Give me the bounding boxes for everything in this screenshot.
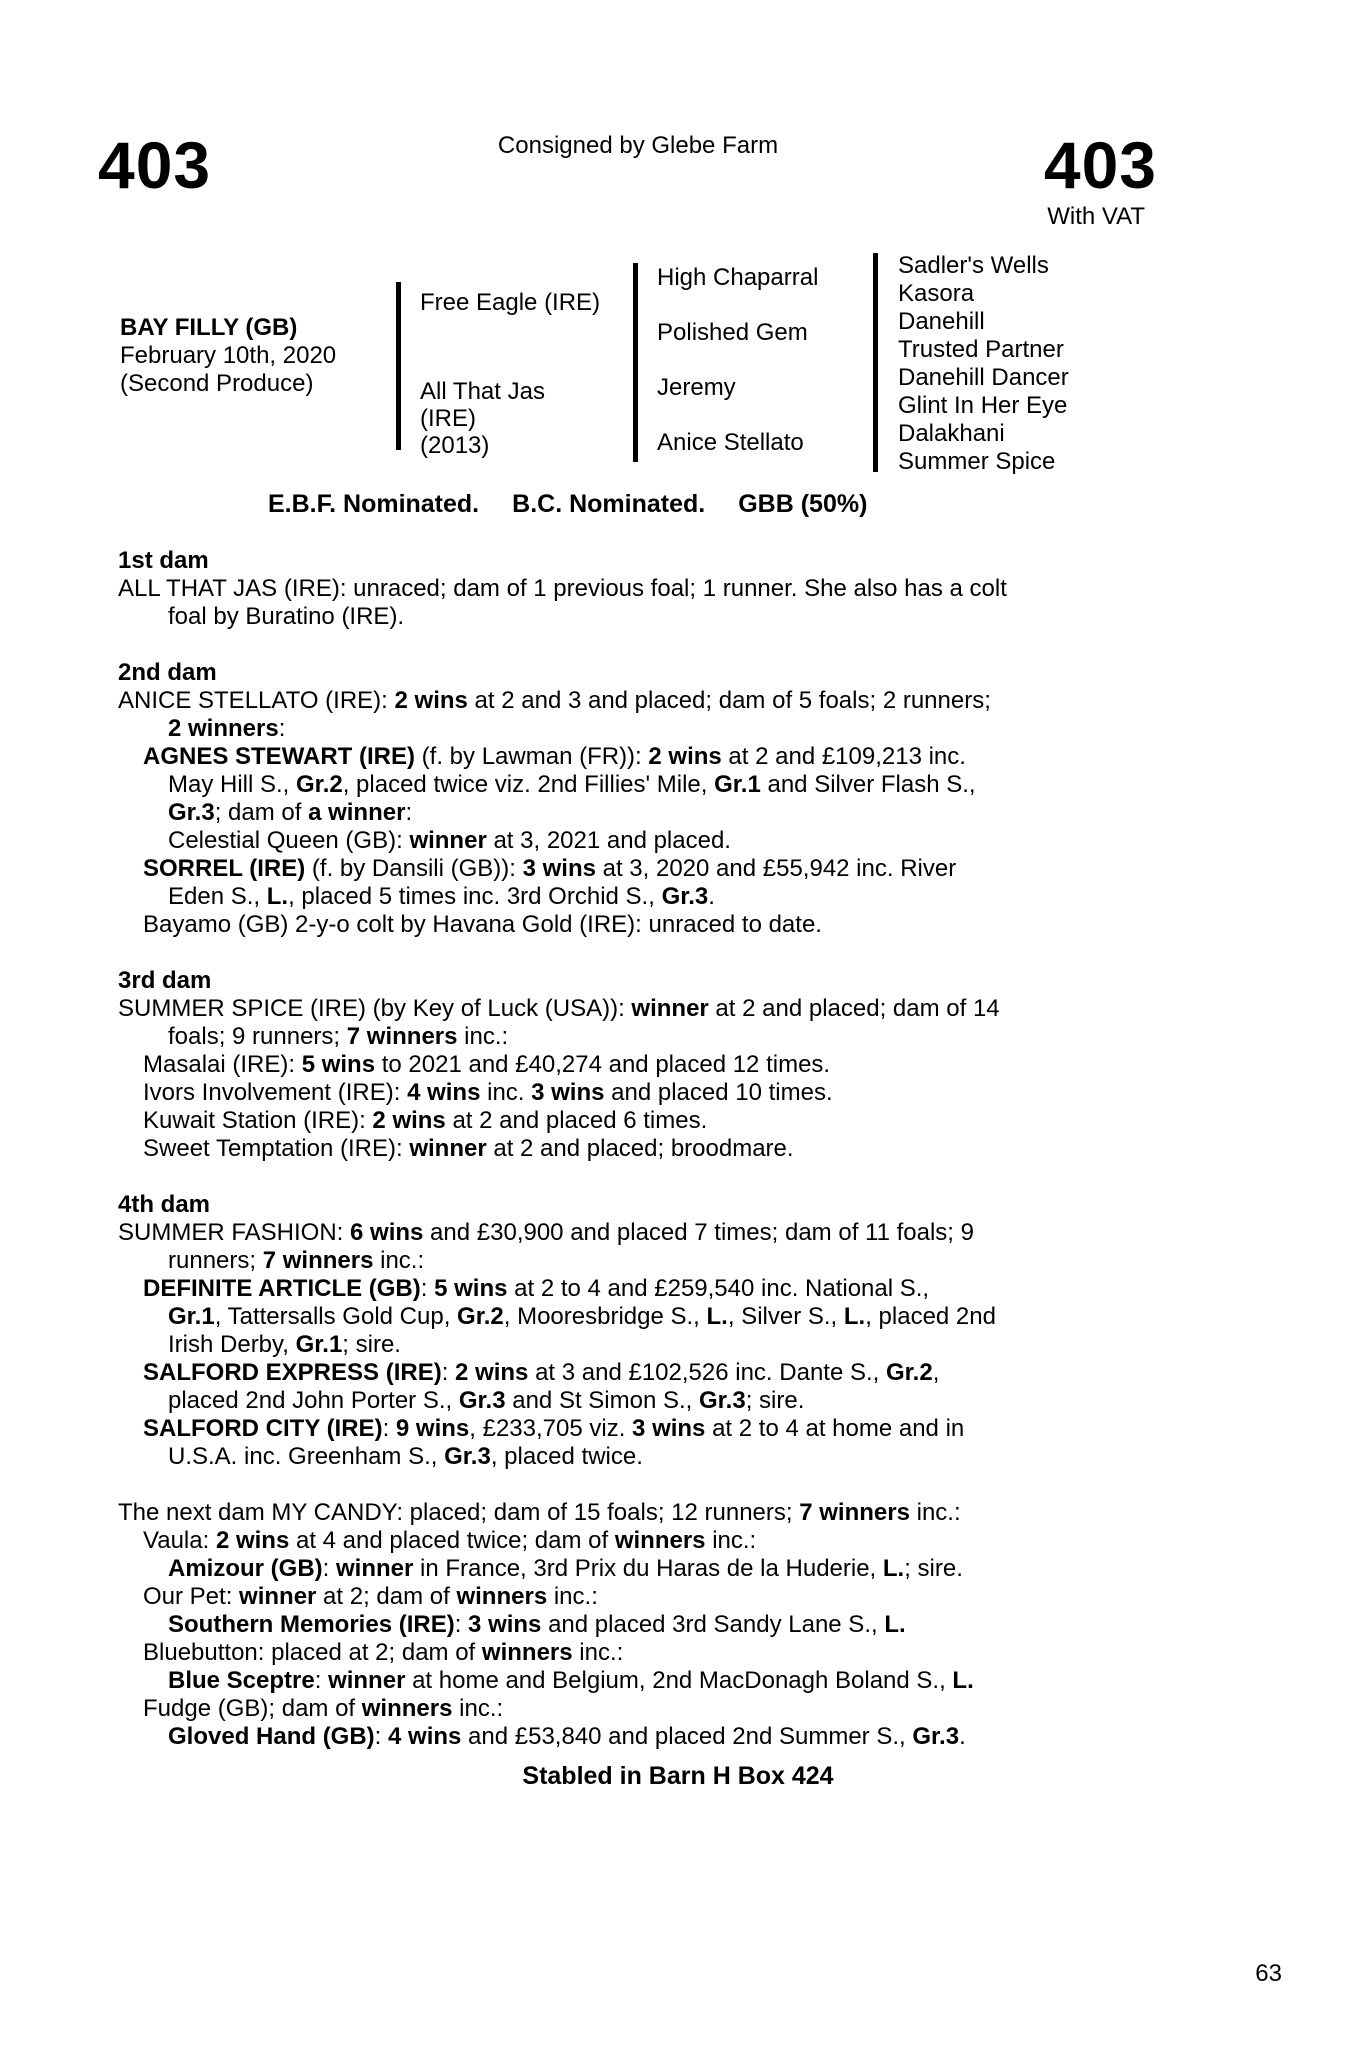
- text-segment: ; sire.: [342, 1331, 401, 1358]
- text-segment: Masalai (IRE):: [143, 1051, 302, 1078]
- text-segment: winner: [631, 995, 709, 1022]
- text-segment: :: [454, 1611, 469, 1638]
- text-segment: at 4 and placed twice; dam of: [289, 1527, 615, 1554]
- text-segment: Southern Memories (IRE): [168, 1611, 455, 1638]
- text-segment: :: [374, 1723, 389, 1750]
- text-segment: , Silver S.,: [727, 1303, 844, 1330]
- text-segment: foal by Buratino (IRE).: [168, 603, 405, 630]
- text-segment: L.: [952, 1667, 974, 1694]
- dam-name-block: [420, 378, 545, 459]
- text-segment: inc.:: [373, 1247, 425, 1274]
- text-segment: a winner: [308, 799, 406, 826]
- text-line: [118, 715, 1258, 743]
- text-segment: Gr.1: [295, 1331, 343, 1358]
- text-segment: AGNES STEWART (IRE): [143, 743, 416, 770]
- great-grandparent-name: Dalakhani: [898, 420, 1005, 447]
- text-segment: Gr.1: [168, 1303, 215, 1330]
- text-segment: :: [420, 1275, 435, 1302]
- dam-heading: 1st dam: [118, 547, 209, 574]
- text-line: [118, 1107, 1258, 1135]
- text-segment: Our Pet:: [143, 1583, 240, 1610]
- text-segment: winner: [409, 1135, 487, 1162]
- text-segment: Gr.3: [458, 1387, 506, 1414]
- text-segment: 2 winners: [168, 715, 279, 742]
- text-segment: 5 wins: [301, 1051, 376, 1078]
- text-segment: .: [708, 883, 715, 910]
- text-segment: 3 wins: [632, 1415, 706, 1442]
- text-segment: at 3, 2021 and placed.: [486, 827, 731, 854]
- text-segment: , Tattersalls Gold Cup,: [214, 1303, 458, 1330]
- grandparent-name: Anice Stellato: [657, 429, 804, 456]
- pedigree-divider-3: [873, 253, 878, 472]
- great-grandparent-name: Kasora: [898, 280, 975, 307]
- text-segment: U.S.A. inc. Greenham S.,: [168, 1443, 445, 1470]
- text-segment: 3 wins: [531, 1079, 605, 1106]
- text-segment: Bluebutton: placed at 2; dam of: [143, 1639, 482, 1666]
- subject-name: BAY FILLY (GB): [120, 314, 298, 341]
- dam-name-line: (2013): [420, 432, 490, 459]
- text-segment: 2 wins: [455, 1359, 529, 1386]
- dam-heading: 4th dam: [118, 1191, 211, 1218]
- text-segment: Gr.1: [714, 771, 761, 798]
- great-grandparent-name: Glint In Her Eye: [898, 392, 1068, 419]
- pedigree-divider-1: [396, 282, 401, 450]
- text-line: [118, 1415, 1258, 1443]
- text-line: [118, 827, 1258, 855]
- dam-heading: 3rd dam: [118, 967, 212, 994]
- great-grandparent-name: Danehill: [898, 308, 985, 335]
- text-segment: and £30,900 and placed 7 times; dam of 11 foals; 9: [423, 1219, 974, 1246]
- dam-section: [118, 547, 1258, 631]
- text-segment: Gr.2: [886, 1359, 933, 1386]
- text-segment: at 2 and placed; dam of 14: [708, 995, 1000, 1022]
- text-segment: 7 winners: [262, 1247, 374, 1274]
- text-segment: Gr.2: [457, 1303, 504, 1330]
- text-line: [118, 1443, 1258, 1471]
- text-segment: Gr.3: [912, 1723, 960, 1750]
- grandparent-name: Jeremy: [657, 374, 736, 401]
- text-segment: :: [405, 799, 413, 826]
- text-segment: :: [322, 1555, 336, 1582]
- text-segment: DEFINITE ARTICLE (GB): [143, 1275, 421, 1302]
- text-segment: Irish Derby,: [168, 1331, 296, 1358]
- text-line: [118, 1051, 1258, 1079]
- text-segment: ; sire.: [904, 1555, 963, 1582]
- text-segment: Gr.3: [661, 883, 709, 910]
- text-line: [118, 995, 1258, 1023]
- text-line: [118, 1527, 1258, 1555]
- text-line: [118, 855, 1258, 883]
- great-grandparent-name: Danehill Dancer: [898, 364, 1069, 391]
- text-segment: Gr.3: [168, 799, 215, 826]
- text-segment: at home and Belgium, 2nd MacDonagh Boland S.,: [405, 1667, 953, 1694]
- text-segment: winners: [481, 1639, 573, 1666]
- sire-name: Free Eagle (IRE): [420, 289, 601, 316]
- text-segment: :: [382, 1415, 396, 1442]
- text-segment: :: [278, 715, 286, 742]
- text-segment: Celestial Queen (GB):: [168, 827, 410, 854]
- text-segment: Vaula:: [143, 1527, 216, 1554]
- text-segment: Sweet Temptation (IRE):: [143, 1135, 410, 1162]
- text-segment: May Hill S.,: [168, 771, 297, 798]
- text-segment: winner: [336, 1555, 414, 1582]
- text-segment: L.: [706, 1303, 728, 1330]
- nomination-item: GBB (50%): [738, 490, 868, 518]
- text-segment: winner: [239, 1583, 317, 1610]
- text-segment: Amizour (GB): [168, 1555, 323, 1582]
- consignor-line: Consigned by Glebe Farm: [497, 132, 779, 159]
- text-segment: 3 wins: [522, 855, 596, 882]
- great-grandparent-name: Sadler's Wells: [898, 252, 1049, 279]
- text-line: [118, 1135, 1258, 1163]
- text-segment: , placed 5 times inc. 3rd Orchid S.,: [288, 883, 662, 910]
- text-line: [118, 1275, 1258, 1303]
- dam-heading: 2nd dam: [118, 659, 217, 686]
- text-segment: and placed 10 times.: [604, 1079, 833, 1106]
- text-segment: Fudge (GB); dam of: [143, 1695, 362, 1722]
- grandparent-name: Polished Gem: [657, 319, 808, 346]
- text-line: [118, 1219, 1258, 1247]
- pedigree-divider-2: [633, 263, 638, 462]
- text-segment: SORREL (IRE): [143, 855, 306, 882]
- text-segment: (f. by Lawman (FR)):: [415, 743, 649, 770]
- text-segment: :: [441, 1359, 456, 1386]
- text-segment: , £233,705 viz.: [469, 1415, 633, 1442]
- text-segment: to 2021 and £40,274 and placed 12 times.: [375, 1051, 831, 1078]
- text-segment: at 3 and £102,526 inc. Dante S.,: [528, 1359, 886, 1386]
- text-segment: at 2 and 3 and placed; dam of 5 foals; 2 runners;: [467, 687, 991, 714]
- text-segment: .: [959, 1723, 966, 1750]
- great-grandparent-name: Summer Spice: [898, 448, 1056, 475]
- text-segment: SUMMER SPICE (IRE) (by Key of Luck (USA)):: [118, 995, 632, 1022]
- text-segment: Ivors Involvement (IRE):: [143, 1079, 408, 1106]
- subject-produce-note: (Second Produce): [120, 370, 314, 397]
- text-segment: Kuwait Station (IRE):: [143, 1107, 373, 1134]
- text-segment: and placed 3rd Sandy Lane S.,: [541, 1611, 885, 1638]
- text-segment: and £53,840 and placed 2nd Summer S.,: [461, 1723, 913, 1750]
- text-segment: The next dam MY CANDY: placed; dam of 15 foals; 12 runners;: [118, 1499, 800, 1526]
- text-segment: ANICE STELLATO (IRE):: [118, 687, 395, 714]
- text-segment: at 2 and placed; broodmare.: [486, 1135, 794, 1162]
- text-line: [118, 575, 1258, 603]
- text-line: [118, 799, 1258, 827]
- text-segment: and St Simon S.,: [505, 1387, 699, 1414]
- text-line: [118, 1583, 1258, 1611]
- text-line: [118, 1387, 1258, 1415]
- text-segment: foals; 9 runners;: [168, 1023, 347, 1050]
- text-line: [118, 1303, 1258, 1331]
- text-segment: inc.:: [547, 1583, 598, 1610]
- text-segment: , placed 2nd: [865, 1303, 996, 1330]
- text-segment: at 2 to 4 at home and in: [705, 1415, 965, 1442]
- text-line: [118, 911, 1258, 939]
- text-segment: 3 wins: [468, 1611, 542, 1638]
- text-segment: runners;: [168, 1247, 263, 1274]
- text-segment: inc.:: [452, 1695, 504, 1722]
- dam-name-line: (IRE): [420, 405, 476, 432]
- text-segment: 4 wins: [407, 1079, 481, 1106]
- text-line: [118, 1247, 1258, 1275]
- text-segment: ,: [932, 1359, 940, 1386]
- text-segment: winners: [361, 1695, 453, 1722]
- text-segment: inc.:: [909, 1499, 961, 1526]
- text-segment: inc.:: [572, 1639, 624, 1666]
- text-line: [118, 687, 1258, 715]
- text-line: [118, 603, 1258, 631]
- great-grandparents-col: [898, 252, 1069, 476]
- subject-foal-date: February 10th, 2020: [120, 342, 337, 369]
- text-line: [118, 1695, 1258, 1723]
- text-line: [118, 1639, 1258, 1667]
- text-line: [118, 1667, 1258, 1695]
- text-segment: Gr.3: [699, 1387, 746, 1414]
- text-segment: :: [314, 1667, 329, 1694]
- dam-section: [118, 659, 1258, 939]
- text-segment: Gr.2: [296, 771, 343, 798]
- text-segment: at 3, 2020 and £55,942 inc. River: [595, 855, 957, 882]
- nomination-item: E.B.F. Nominated.: [268, 490, 480, 518]
- text-segment: at 2 to 4 and £259,540 inc. National S.,: [507, 1275, 930, 1302]
- text-segment: ALL THAT JAS (IRE): unraced; dam of 1 previous foal; 1 runner. She also has a colt: [118, 575, 1007, 602]
- text-segment: 2 wins: [215, 1527, 290, 1554]
- text-segment: Bayamo (GB) 2-y-o colt by Havana Gold (IRE): unraced to date.: [143, 911, 822, 938]
- text-line: [118, 1723, 1258, 1751]
- text-segment: winners: [614, 1527, 706, 1554]
- text-line: [118, 1611, 1258, 1639]
- lot-number-left: 403: [98, 128, 212, 202]
- text-segment: inc.: [480, 1079, 532, 1106]
- grandparent-name: High Chaparral: [657, 264, 819, 291]
- text-segment: Gr.3: [444, 1443, 491, 1470]
- text-segment: 2 wins: [394, 687, 468, 714]
- text-segment: at 2 and placed 6 times.: [445, 1107, 708, 1134]
- text-segment: Blue Sceptre: [168, 1667, 315, 1694]
- lot-number-right: 403: [1043, 128, 1157, 202]
- text-segment: 7 winners: [346, 1023, 458, 1050]
- text-segment: 2 wins: [372, 1107, 446, 1134]
- text-segment: in France, 3rd Prix du Haras de la Huderie,: [413, 1555, 883, 1582]
- text-line: [118, 883, 1258, 911]
- dam-section: [118, 1191, 1258, 1471]
- dam-section: [118, 967, 1258, 1163]
- text-segment: ; dam of: [214, 799, 309, 826]
- text-line: [118, 1079, 1258, 1107]
- text-line: [118, 1499, 1258, 1527]
- text-segment: SALFORD EXPRESS (IRE): [143, 1359, 442, 1386]
- text-segment: L.: [266, 883, 289, 910]
- text-segment: at 2; dam of: [316, 1583, 457, 1610]
- text-line: [118, 1331, 1258, 1359]
- text-segment: 4 wins: [388, 1723, 462, 1750]
- text-segment: L.: [884, 1611, 906, 1638]
- text-line: [118, 1023, 1258, 1051]
- text-segment: inc.:: [705, 1527, 757, 1554]
- text-segment: 9 wins: [395, 1415, 470, 1442]
- text-segment: , placed twice.: [490, 1443, 643, 1470]
- text-segment: SALFORD CITY (IRE): [143, 1415, 383, 1442]
- text-segment: SUMMER FASHION:: [118, 1219, 351, 1246]
- nominations-line: [268, 490, 867, 518]
- text-segment: ; sire.: [745, 1387, 805, 1414]
- text-segment: 2 wins: [648, 743, 722, 770]
- great-grandparent-name: Trusted Partner: [898, 336, 1064, 363]
- text-line: [118, 771, 1258, 799]
- text-segment: Eden S.,: [168, 883, 267, 910]
- text-segment: 6 wins: [350, 1219, 424, 1246]
- text-segment: Gloved Hand (GB): [168, 1723, 375, 1750]
- stabling-note: Stabled in Barn H Box 424: [522, 1762, 834, 1790]
- text-segment: 7 winners: [799, 1499, 910, 1526]
- text-segment: winners: [456, 1583, 548, 1610]
- page-number: 63: [1255, 1960, 1282, 1987]
- text-segment: , Mooresbridge S.,: [503, 1303, 707, 1330]
- pedigree-text: [118, 547, 1258, 1751]
- text-segment: (f. by Dansili (GB)):: [305, 855, 523, 882]
- text-segment: 5 wins: [434, 1275, 508, 1302]
- text-segment: L.: [882, 1555, 905, 1582]
- text-segment: , placed twice viz. 2nd Fillies' Mile,: [342, 771, 715, 798]
- text-segment: placed 2nd John Porter S.,: [168, 1387, 459, 1414]
- text-segment: inc.:: [457, 1023, 509, 1050]
- text-line: [118, 1359, 1258, 1387]
- text-line: [118, 743, 1258, 771]
- text-line: [118, 1555, 1258, 1583]
- vat-note: With VAT: [1047, 203, 1145, 230]
- text-segment: winner: [328, 1667, 406, 1694]
- dam-section: [118, 1499, 1258, 1751]
- dam-name-line: All That Jas: [420, 378, 545, 405]
- text-segment: L.: [843, 1303, 866, 1330]
- nomination-item: B.C. Nominated.: [512, 490, 706, 518]
- text-segment: winner: [409, 827, 487, 854]
- text-segment: at 2 and £109,213 inc.: [721, 743, 966, 770]
- text-segment: and Silver Flash S.,: [760, 771, 976, 798]
- subject-block: [120, 314, 336, 398]
